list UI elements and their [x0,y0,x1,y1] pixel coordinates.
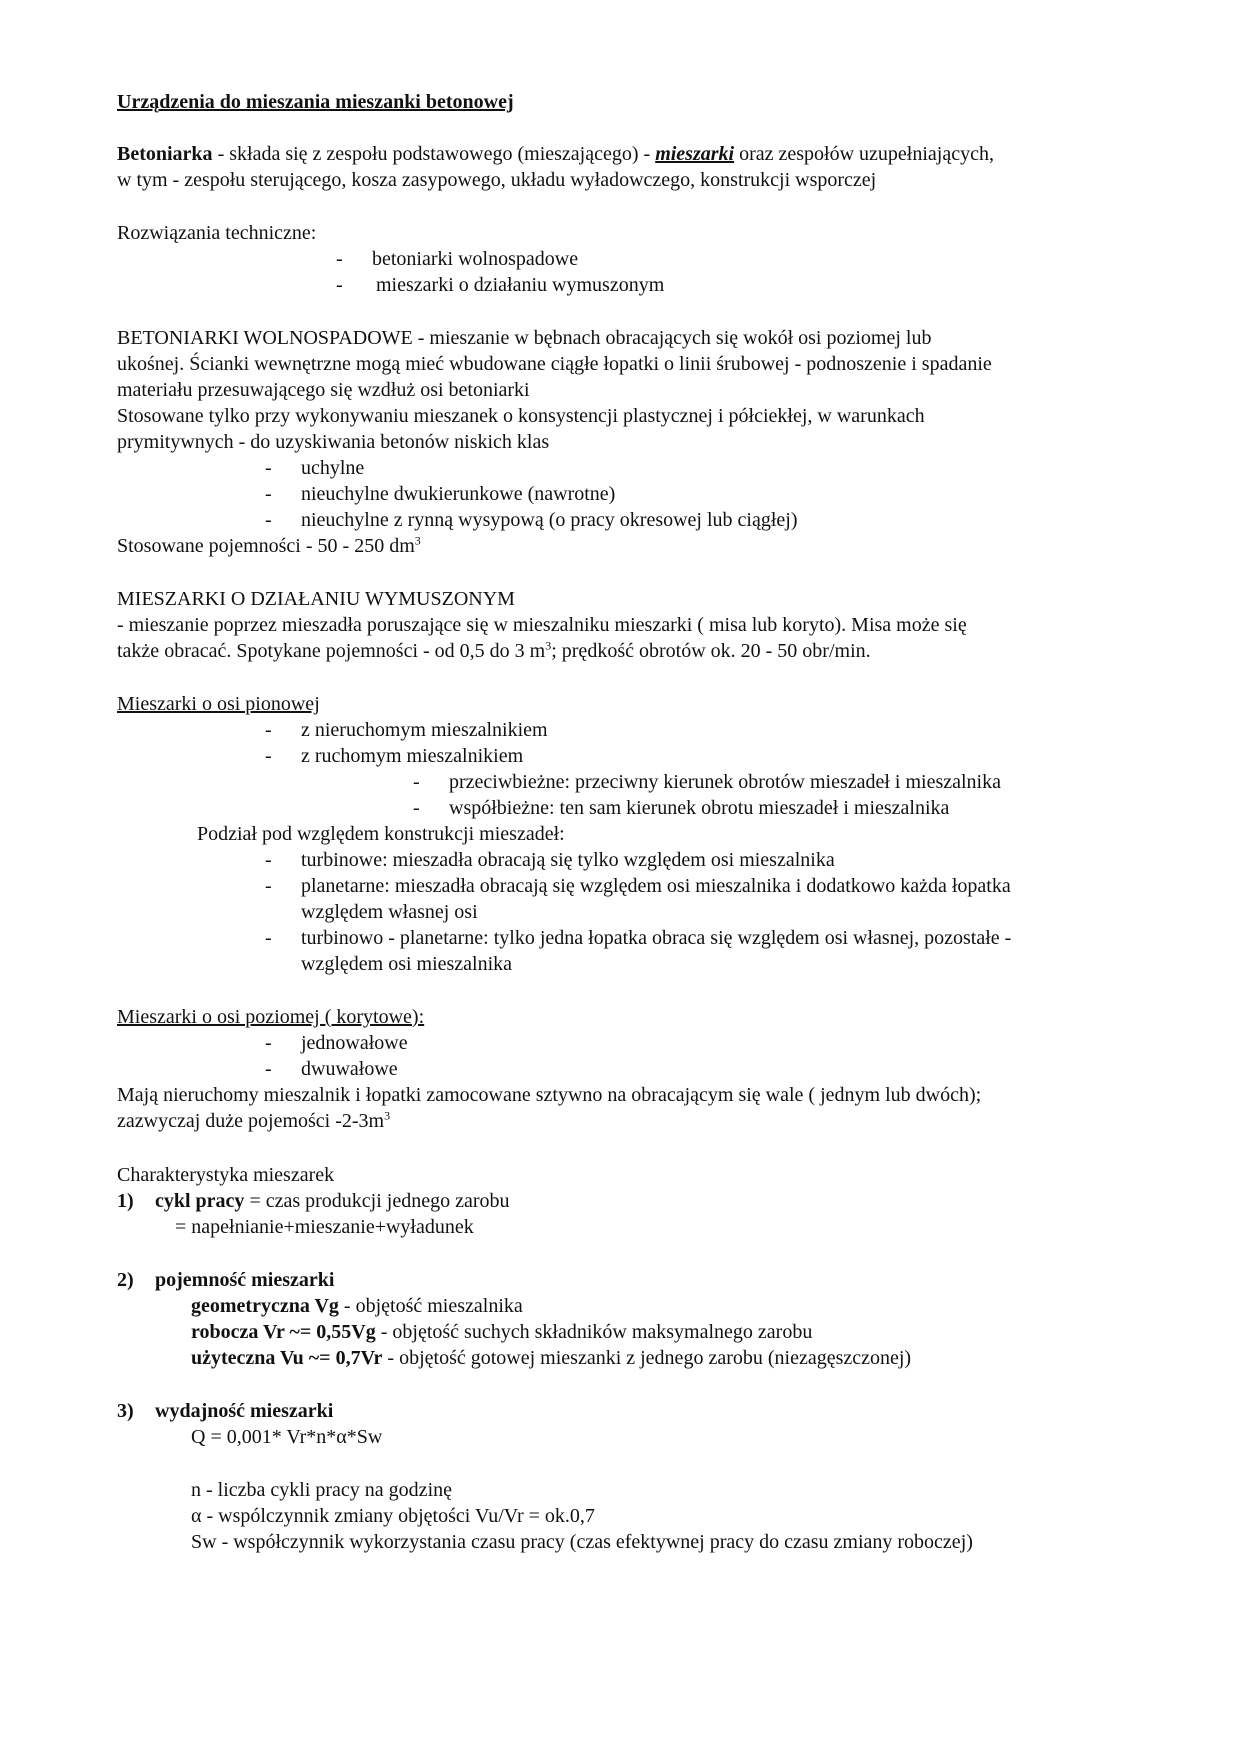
list-item: - z ruchomym mieszalnikiem [265,745,524,767]
betoniarka-line-2: w tym - zespołu sterującego, kosza zasypowego, układu wyładowczego, konstrukcji wsporczej [117,169,877,191]
wymuszone-line-2: także obracać. Spotykane pojemności - od 0,5 do 3 $m^3$; prędkość obrotów ok. 20 - 50 obr/min. [117,638,871,662]
list-item: - turbinowo - planetarne: tylko jedna łopatka obraca się względem osi własnej, pozostałe - [265,927,1012,949]
list-item: - mieszarki o działaniu wymuszonym [336,274,665,296]
rozwiazania-label: Rozwiązania techniczne: [117,222,317,244]
wolnospadowe-line-1: BETONIARKI WOLNOSPADOWE - mieszanie w bębnach obracających się wokół osi poziomej lub [117,327,932,349]
point-1: 1) cykl pracy = czas produkcji jednego zarobu [117,1190,510,1212]
definition-sw: Sw - współczynnik wykorzystania czasu pracy (czas efektywnej pracy do czasu zmiany roboczej) [191,1531,973,1553]
wolnospadowe-line-2: ukośnej. Ścianki wewnętrzne mogą mieć wbudowane ciągłe łopatki o linii śrubowej - podnoszenie i spadanie [117,353,992,375]
list-item: - uchylne [265,457,365,479]
list-item: - jednowałowe [265,1032,408,1054]
pionowe-heading: Mieszarki o osi pionowej [117,693,320,715]
point-2: 2) pojemność mieszarki [117,1269,335,1291]
pojemnosc-uzyteczna: użyteczna Vu ~= 0,7Vr - objętość gotowej mieszanki z jednego zarobu (niezagęszczonej) [191,1347,912,1369]
definition-alpha: α - wspólczynnik zmiany objętości Vu/Vr = ok.0,7 [191,1505,595,1527]
list-item-continuation: względem osi mieszalnika [301,953,513,975]
poziome-line-2: zazwyczaj duże pojemości $-2-3m^3$ [117,1108,391,1132]
betoniarka-text-a: - składa się z zespołu podstawowego (mieszającego) - [212,143,656,165]
list-item: - nieuchylne z rynną wysypową (o pracy okresowej lub ciągłej) [265,509,798,531]
poziome-line-1: Mają nieruchomy mieszalnik i łopatki zamocowane sztywno na obracającym się wale ( jednym lub dwóch); [117,1084,982,1106]
wolnospadowe-line-4: Stosowane tylko przy wykonywaniu mieszanek o konsystencji plastycznej i półciekłej, w warunkach [117,405,925,427]
list-item: - z nieruchomym mieszalnikiem [265,719,548,741]
wydajnosc-formula: Q = 0,001* Vr*n*α*Sw [191,1426,383,1448]
wolnospadowe-line-5: prymitywnych - do uzyskiwania betonów niskich klas [117,431,550,453]
list-item: - dwuwałowe [265,1058,398,1080]
point-3: 3) wydajność mieszarki [117,1400,334,1422]
pojemnosc-robocza: robocza Vr ~= 0,55Vg - objętość suchych składników maksymalnego zarobu [191,1321,813,1343]
wymuszone-heading: MIESZARKI O DZIAŁANIU WYMUSZONYM [117,588,515,610]
list-item: - współbieżne: ten sam kierunek obrotu mieszadeł i mieszalnika [413,797,950,819]
wolnospadowe-line-3: materiału przesuwającego się wzdłuż osi betoniarki [117,379,530,401]
list-item: - planetarne: mieszadła obracają się względem osi mieszalnika i dodatkowo każda łopatka [265,875,1011,897]
poziome-heading: Mieszarki o osi poziomej ( korytowe): [117,1006,425,1028]
definition-n: n - liczba cykli pracy na godzinę [191,1479,452,1501]
mieszarki-emphasis: mieszarki [655,143,735,165]
list-item: - nieuchylne dwukierunkowe (nawrotne) [265,483,616,505]
wymuszone-line-1: - mieszanie poprzez mieszadła poruszające się w mieszalniku mieszarki ( misa lub koryto). Misa może się [117,614,967,636]
point-1-line-2: = napełnianie+mieszanie+wyładunek [175,1216,474,1238]
list-item: - turbinowe: mieszadła obracają się tylko względem osi mieszalnika [265,849,835,871]
capacity-line: Stosowane pojemności - 50 - 250 $dm^3$ [117,533,421,557]
document-title: Urządzenia do mieszania mieszanki betonowej [117,91,514,113]
list-item: - betoniarki wolnospadowe [336,248,579,270]
podzial-label: Podział pod względem konstrukcji mieszadeł: [197,823,565,845]
betoniarka-term: Betoniarka [117,143,213,165]
list-item: - przeciwbieżne: przeciwny kierunek obrotów mieszadeł i mieszalnika [413,771,1001,793]
pojemnosc-geometryczna: geometryczna Vg - objętość mieszalnika [191,1295,523,1317]
charakterystyka-heading: Charakterystyka mieszarek [117,1164,335,1186]
list-item-continuation: względem własnej osi [301,901,478,923]
betoniarka-line-1 [117,141,994,167]
betoniarka-text-b: oraz zespołów uzupełniających, [734,143,994,165]
